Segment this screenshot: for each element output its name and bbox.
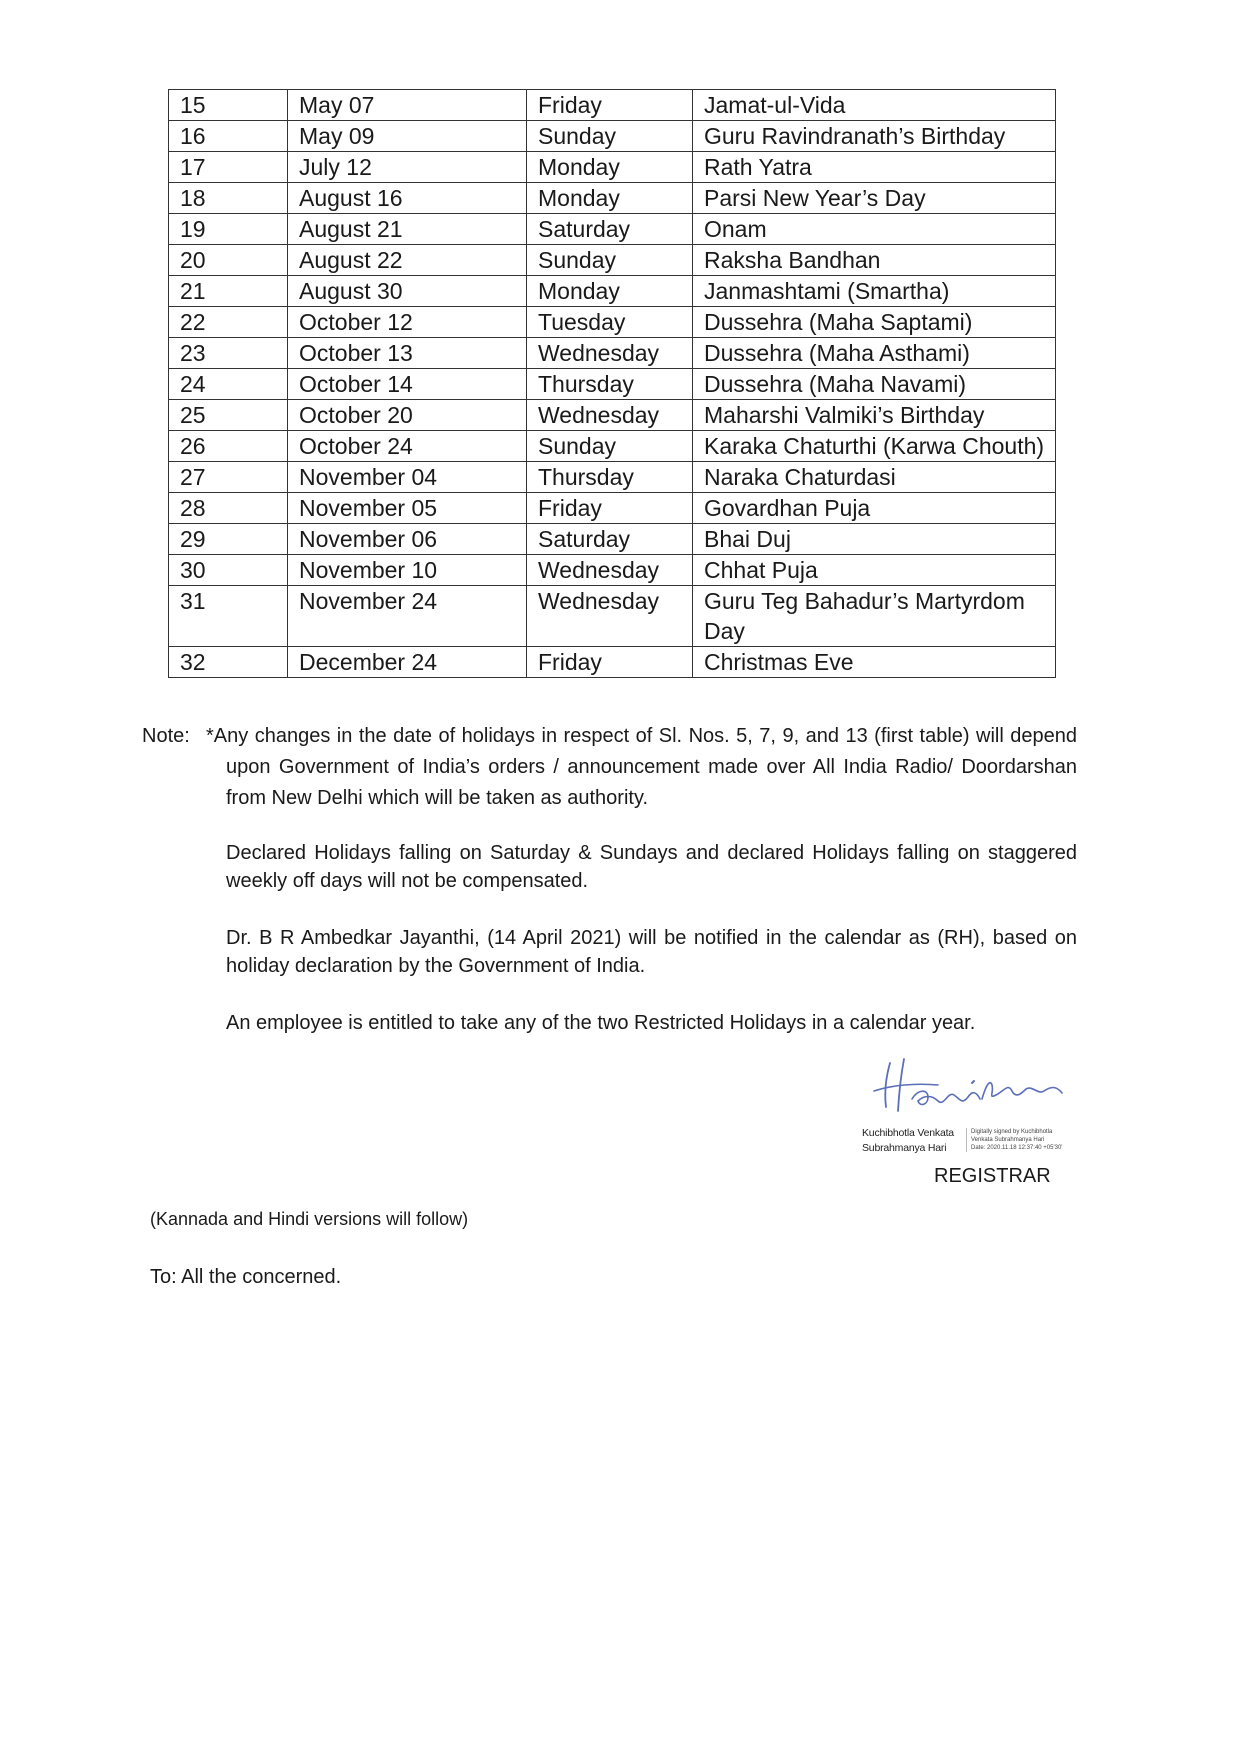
holiday-day-cell: Sunday — [527, 431, 693, 462]
holiday-day-cell: Friday — [527, 493, 693, 524]
holiday-date-cell: July 12 — [288, 152, 527, 183]
holiday-occasion-cell: Dussehra (Maha Navami) — [693, 369, 1056, 400]
holiday-date-cell: November 04 — [288, 462, 527, 493]
holiday-day-cell: Wednesday — [527, 400, 693, 431]
holiday-sl-cell: 24 — [169, 369, 288, 400]
note-declared-holidays: Declared Holidays falling on Saturday & Sundays and declared Holidays falling on staggered weekly off days will not be compensated. — [226, 842, 1077, 892]
holiday-date-cell: October 20 — [288, 400, 527, 431]
holiday-table — [168, 89, 1056, 678]
holiday-occasion-cell: Bhai Duj — [693, 524, 1056, 555]
holiday-day-cell: Saturday — [527, 214, 693, 245]
holiday-occasion-cell: Rath Yatra — [693, 152, 1056, 183]
holiday-sl-cell: 20 — [169, 245, 288, 276]
table-row — [169, 121, 1056, 152]
table-row — [169, 400, 1056, 431]
signer-name: Kuchibhotla Venkata Subrahmanya Hari — [862, 1127, 954, 1154]
holiday-occasion-cell: Karaka Chaturthi (Karwa Chouth) — [693, 431, 1056, 462]
note-ambedkar-jayanthi: Dr. B R Ambedkar Jayanthi, (14 April 2021) will be notified in the calendar as (RH), based on holiday declaration by the Government of India. — [226, 927, 1077, 977]
holiday-day-cell: Monday — [527, 276, 693, 307]
holiday-occasion-cell: Christmas Eve — [693, 647, 1056, 678]
holiday-sl-cell: 17 — [169, 152, 288, 183]
holiday-occasion-cell: Guru Ravindranath’s Birthday — [693, 121, 1056, 152]
holiday-date-cell: May 09 — [288, 121, 527, 152]
holiday-day-cell: Friday — [527, 90, 693, 121]
holiday-sl-cell: 21 — [169, 276, 288, 307]
holiday-date-cell: May 07 — [288, 90, 527, 121]
holiday-sl-cell: 18 — [169, 183, 288, 214]
holiday-date-cell: October 13 — [288, 338, 527, 369]
versions-note: (Kannada and Hindi versions will follow) — [150, 1209, 469, 1229]
holiday-day-cell: Sunday — [527, 245, 693, 276]
table-row — [169, 586, 1056, 647]
holiday-occasion-cell: Govardhan Puja — [693, 493, 1056, 524]
holiday-day-cell: Monday — [527, 183, 693, 214]
table-row — [169, 183, 1056, 214]
holiday-sl-cell: 28 — [169, 493, 288, 524]
holiday-occasion-cell: Guru Teg Bahadur’s Martyrdom Day — [693, 586, 1056, 647]
table-row — [169, 245, 1056, 276]
holiday-day-cell: Sunday — [527, 121, 693, 152]
signer-designation: REGISTRAR — [934, 1165, 1051, 1187]
holiday-occasion-cell: Maharshi Valmiki’s Birthday — [693, 400, 1056, 431]
holiday-day-cell: Thursday — [527, 369, 693, 400]
holiday-occasion-cell: Janmashtami (Smartha) — [693, 276, 1056, 307]
holiday-sl-cell: 32 — [169, 647, 288, 678]
holiday-sl-cell: 26 — [169, 431, 288, 462]
holiday-occasion-cell: Naraka Chaturdasi — [693, 462, 1056, 493]
recipients-line: To: All the concerned. — [150, 1266, 342, 1288]
table-row — [169, 493, 1056, 524]
holiday-occasion-cell: Raksha Bandhan — [693, 245, 1056, 276]
holiday-sl-cell: 15 — [169, 90, 288, 121]
holiday-sl-cell: 16 — [169, 121, 288, 152]
holiday-sl-cell: 22 — [169, 307, 288, 338]
table-row — [169, 307, 1056, 338]
holiday-day-cell: Saturday — [527, 524, 693, 555]
holiday-date-cell: November 05 — [288, 493, 527, 524]
holiday-date-cell: November 24 — [288, 586, 527, 647]
table-row — [169, 90, 1056, 121]
holiday-occasion-cell: Dussehra (Maha Asthami) — [693, 338, 1056, 369]
holiday-date-cell: October 12 — [288, 307, 527, 338]
holiday-date-cell: August 16 — [288, 183, 527, 214]
table-row — [169, 647, 1056, 678]
holiday-date-cell: August 21 — [288, 214, 527, 245]
holiday-day-cell: Wednesday — [527, 338, 693, 369]
digital-signature-stamp: Digitally signed by Kuchibhotla Venkata Subrahmanya Hari Date: 2020.11.18 12:37:40 +05'30' — [966, 1128, 1091, 1152]
table-row — [169, 152, 1056, 183]
holiday-occasion-cell: Jamat-ul-Vida — [693, 90, 1056, 121]
holiday-occasion-cell: Chhat Puja — [693, 555, 1056, 586]
note-main-text: *Any changes in the date of holidays in respect of Sl. Nos. 5, 7, 9, and 13 (first table) will depend upon Government of India’s orders / announcement made over All India Radio/ Doordarshan from New Delhi which will be taken as authority. — [206, 725, 1077, 809]
holiday-sl-cell: 31 — [169, 586, 288, 647]
note-main — [142, 721, 1077, 814]
holiday-date-cell: November 06 — [288, 524, 527, 555]
note-label: Note: — [142, 725, 190, 747]
table-row — [169, 431, 1056, 462]
holiday-occasion-cell: Onam — [693, 214, 1056, 245]
holiday-sl-cell: 23 — [169, 338, 288, 369]
holiday-date-cell: December 24 — [288, 647, 527, 678]
holiday-date-cell: August 30 — [288, 276, 527, 307]
holiday-table-body — [169, 90, 1056, 678]
holiday-day-cell: Friday — [527, 647, 693, 678]
holiday-day-cell: Wednesday — [527, 555, 693, 586]
holiday-sl-cell: 25 — [169, 400, 288, 431]
note-restricted-holidays: An employee is entitled to take any of the two Restricted Holidays in a calendar year. — [226, 1012, 976, 1034]
handwritten-signature — [868, 1055, 1068, 1115]
holiday-sl-cell: 27 — [169, 462, 288, 493]
table-row — [169, 338, 1056, 369]
holiday-day-cell: Monday — [527, 152, 693, 183]
table-row — [169, 462, 1056, 493]
holiday-day-cell: Tuesday — [527, 307, 693, 338]
table-row — [169, 214, 1056, 245]
holiday-sl-cell: 29 — [169, 524, 288, 555]
table-row — [169, 369, 1056, 400]
holiday-day-cell: Wednesday — [527, 586, 693, 647]
holiday-date-cell: October 14 — [288, 369, 527, 400]
holiday-date-cell: August 22 — [288, 245, 527, 276]
table-row — [169, 555, 1056, 586]
holiday-date-cell: October 24 — [288, 431, 527, 462]
holiday-sl-cell: 30 — [169, 555, 288, 586]
holiday-occasion-cell: Parsi New Year’s Day — [693, 183, 1056, 214]
holiday-occasion-cell: Dussehra (Maha Saptami) — [693, 307, 1056, 338]
table-row — [169, 276, 1056, 307]
holiday-date-cell: November 10 — [288, 555, 527, 586]
holiday-day-cell: Thursday — [527, 462, 693, 493]
table-row — [169, 524, 1056, 555]
holiday-sl-cell: 19 — [169, 214, 288, 245]
